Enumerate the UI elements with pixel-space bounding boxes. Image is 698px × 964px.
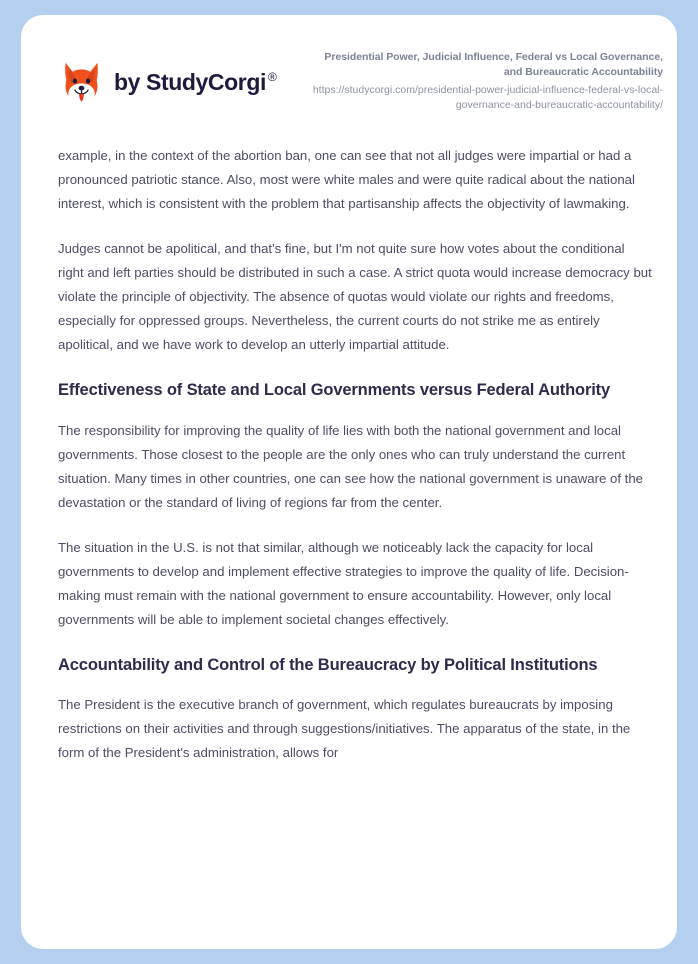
document-page-card (21, 15, 677, 949)
document-header (21, 15, 677, 144)
section-heading: Accountability and Control of the Bureaucracy by Political Institutions (58, 655, 598, 674)
document-meta (311, 50, 663, 113)
corgi-head-icon (58, 59, 105, 106)
body-paragraph: The responsibility for improving the quality of life lies with both the national government and local governments. Those closest to the people are the only ones who can truly understand the current situation. Many times in other countries, one can see how the national government is unaware of the devastation or the standard of living of regions far from the center. (58, 422, 643, 510)
registered-trademark-icon: ® (267, 70, 277, 85)
brand-name-text (114, 69, 276, 96)
document-title: Presidential Power, Judicial Influence, Federal vs Local Governance, and Bureaucratic Accountability (324, 50, 663, 78)
brand-name-label: by StudyCorgi (114, 69, 266, 95)
body-paragraph: example, in the context of the abortion ban, one can see that not all judges were impartial or had a pronounced patriotic stance. Also, most were white males and were quite radical about the national interest, which is consistent with the problem that partisanship affects the objectivity of lawmaking. (58, 148, 635, 212)
document-body (21, 144, 677, 765)
document-url[interactable]: https://studycorgi.com/presidential-power-judicial-influence-federal-vs-local-governance-and-bureaucratic-accountability/ (312, 83, 663, 111)
studycorgi-brand (58, 59, 276, 106)
body-paragraph: Judges cannot be apolitical, and that's fine, but I'm not quite sure how votes about the conditional right and left parties should be distributed in such a case. A strict quota would increase democracy but violate the principle of objectivity. The absence of quotas would violate our rights and freedoms, especially for oppressed groups. Nevertheless, the current courts do not strike me as entirely apolitical, and we have work to develop an utterly impartial attitude. (58, 241, 652, 353)
body-paragraph: The President is the executive branch of government, which regulates bureaucrats by imposing restrictions on their activities and through suggestions/initiatives. The apparatus of the state, in the form of the President's administration, allows for (58, 697, 631, 761)
section-heading: Effectiveness of State and Local Governments versus Federal Authority (58, 381, 611, 400)
body-paragraph: The situation in the U.S. is not that similar, although we noticeably lack the capacity for local governments to develop and implement effective strategies to improve the quality of life. Decision-making must remain with the national government to ensure accountability. However, only local governments will be able to implement societal changes effectively. (58, 539, 629, 627)
